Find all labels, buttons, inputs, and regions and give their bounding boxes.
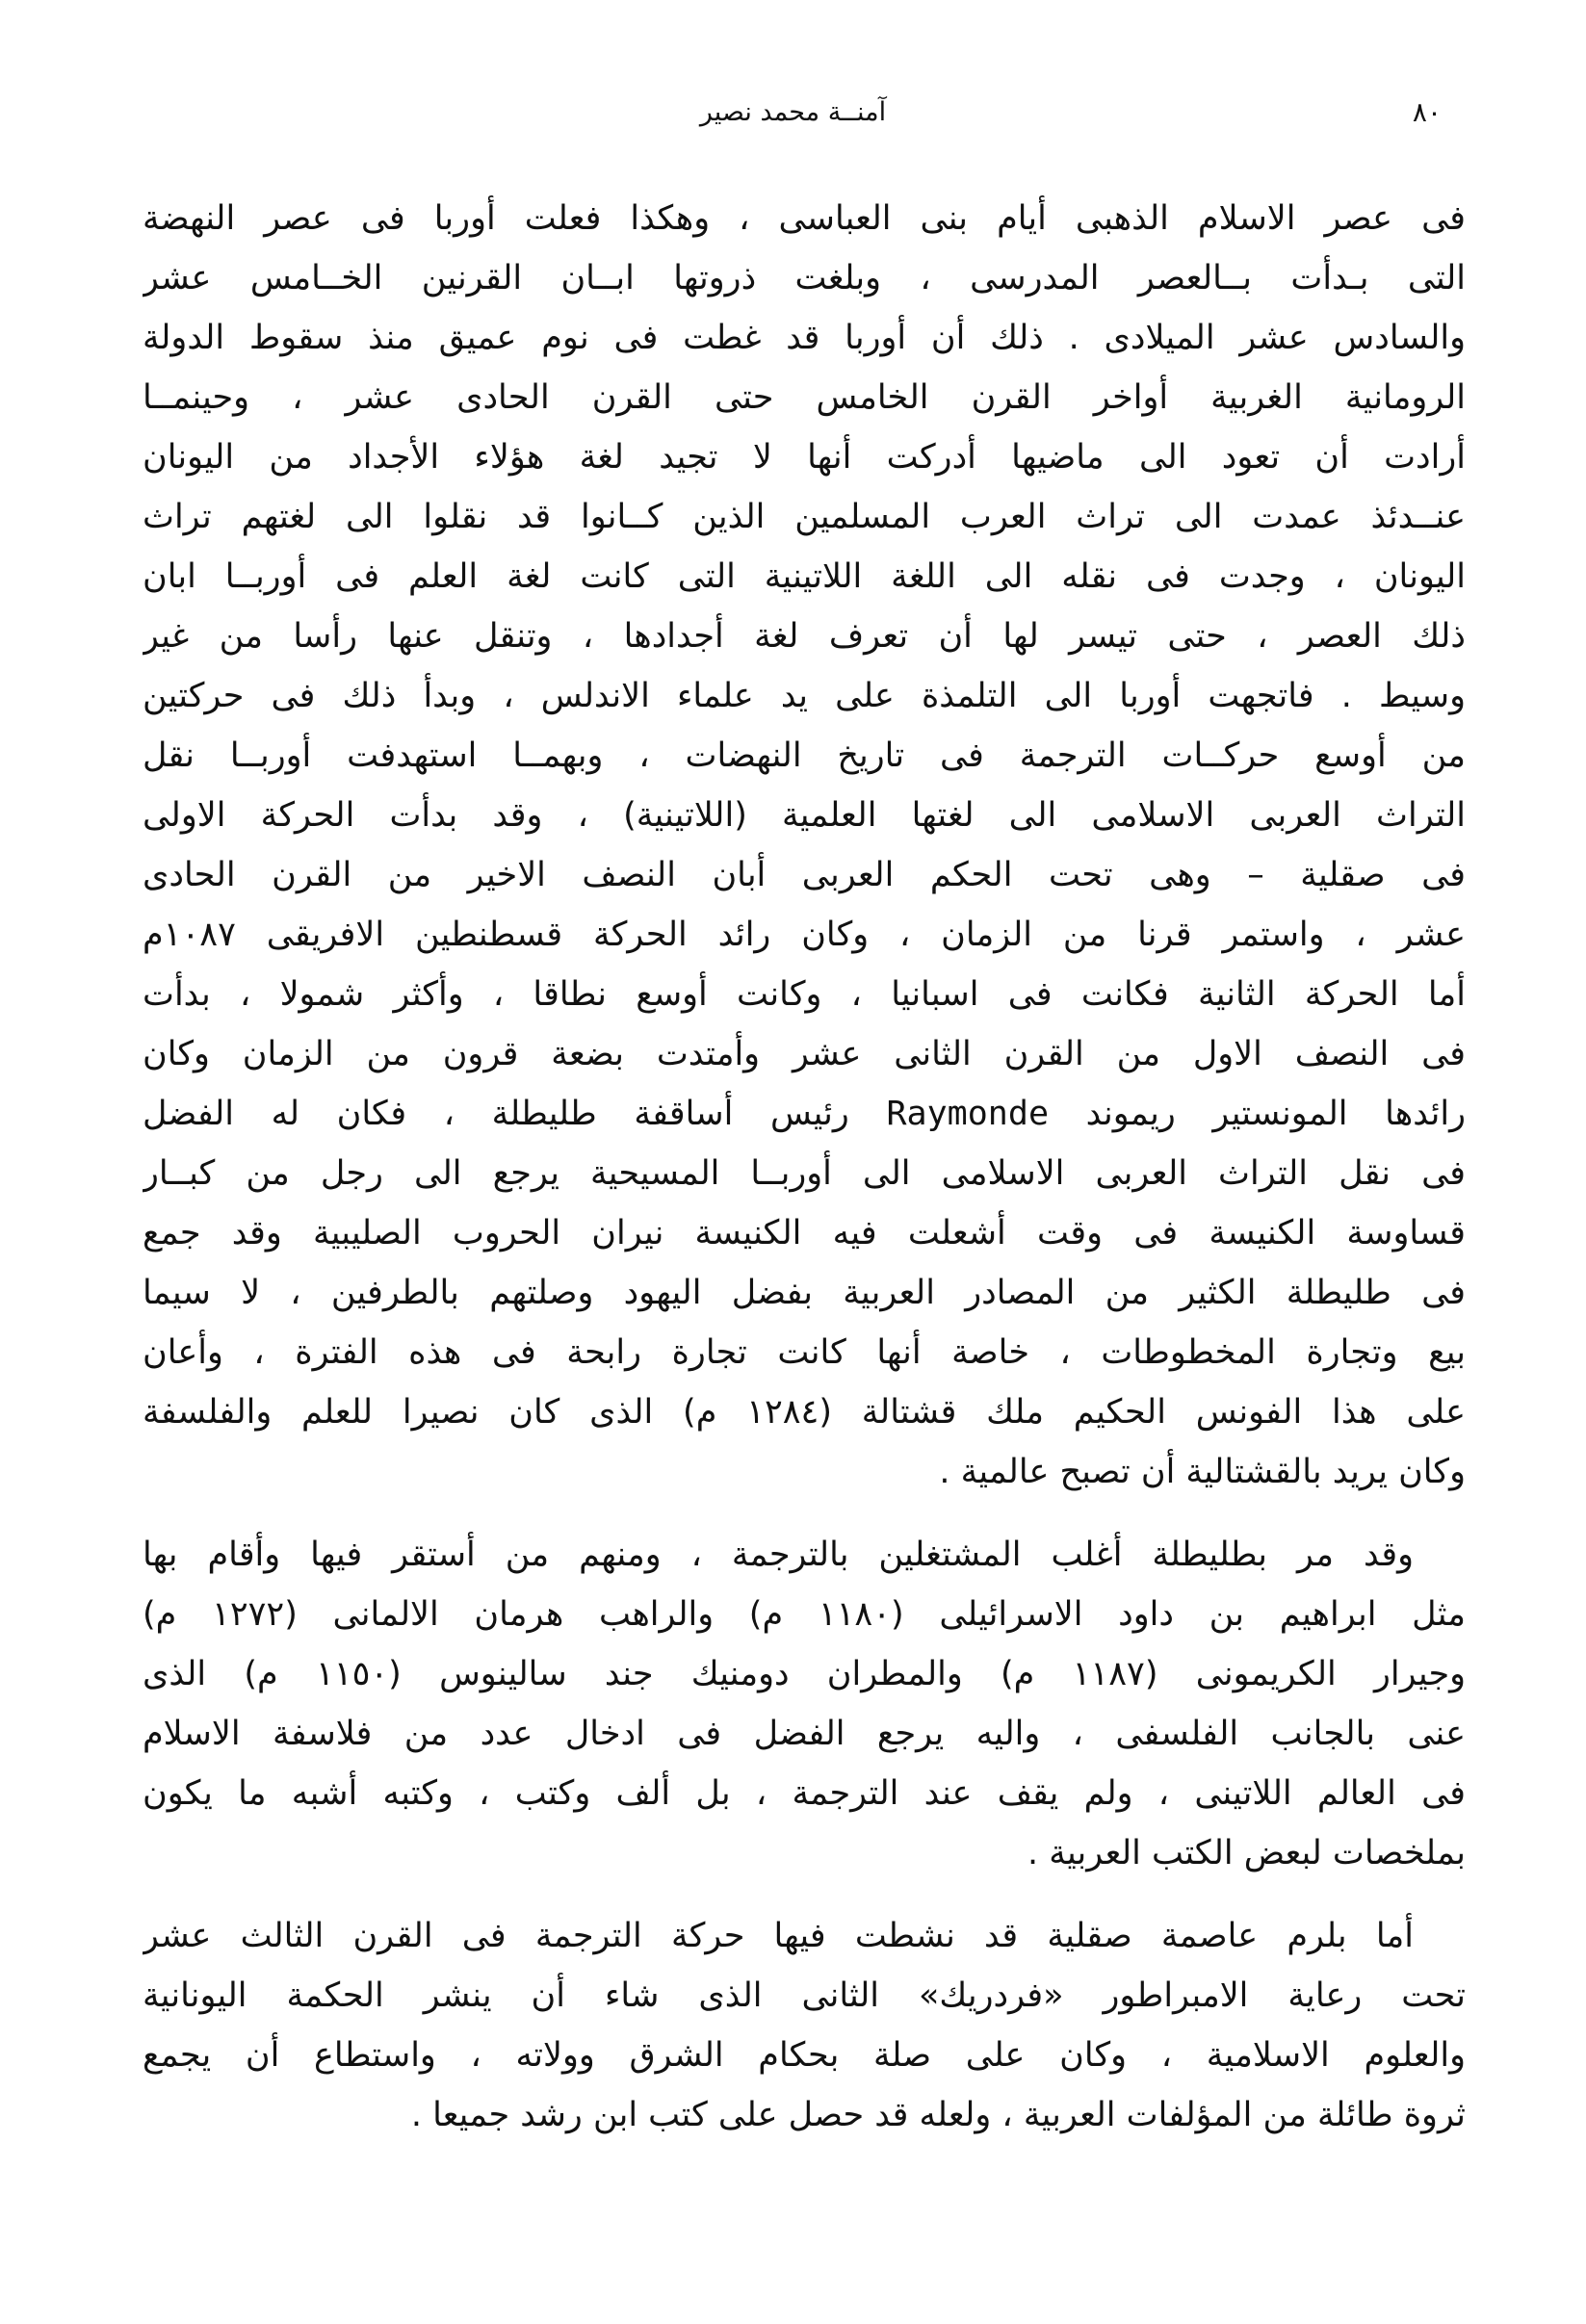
text-line: اليونان ، وجدت فى نقله الى اللغة اللاتينية التى كانت لغة العلم فى أوربــا ابان — [143, 557, 1466, 596]
text-line: التى بـدأت بــالعصر المدرسى ، وبلغت ذروتها ابــان القرنين الخــامس عشر — [143, 259, 1466, 297]
text-line: أرادت أن تعود الى ماضيها أدركت أنها لا تجيد لغة هؤلاء الأجداد من اليونان — [143, 438, 1466, 477]
text-line: وجيرار الكريمونى (١١٨٧ م) والمطران دومنيك جند سالينوس (١١٥٠ م) الذى — [143, 1655, 1466, 1693]
text-line: عشر ، واستمر قرنا من الزمان ، وكان رائد الحركة قسطنطين الافريقى ١٠٨٧م — [143, 916, 1466, 954]
text-line: فى النصف الاول من القرن الثانى عشر وأمتدت بضعة قرون من الزمان وكان — [143, 1035, 1466, 1073]
text-line: الرومانية الغربية أواخر القرن الخامس حتى القرن الحادى عشر ، وحينمــا — [143, 378, 1466, 417]
text-line: من أوسع حركــات الترجمة فى تاريخ النهضات ، وبهمــا استهدفت أوربــا نقل — [143, 736, 1466, 775]
text-line: فى صقلية – وهى تحت الحكم العربى أبان النصف الاخير من القرن الحادى — [143, 856, 1466, 894]
paragraph-2 — [143, 1525, 1466, 1883]
text-line: وسيط . فاتجهت أوربا الى التلمذة على يد علماء الاندلس ، وبدأ ذلك فى حركتين — [143, 677, 1466, 715]
paragraph-3 — [143, 1906, 1466, 2145]
text-line: بيع وتجارة المخطوطات ، خاصة أنها كانت تجارة رابحة فى هذه الفترة ، وأعان — [143, 1333, 1466, 1372]
text-line: ذلك العصر ، حتى تيسر لها أن تعرف لغة أجدادها ، وتنقل عنها رأسا من غير — [143, 617, 1466, 656]
text-line: والعلوم الاسلامية ، وكان على صلة بحكام الشرق وولاته ، واستطاع أن يجمع — [143, 2036, 1466, 2075]
text-line: مثل ابراهيم بن داود الاسرائيلى (١١٨٠ م) والراهب هرمان الالمانى (١٢٧٢ م) — [143, 1595, 1466, 1634]
running-head-author: آمنــة محمد نصير — [699, 97, 887, 127]
paragraph-gap — [143, 1883, 1466, 1906]
page-number: ٨٠ — [1412, 96, 1442, 128]
line-segment: رئيس أساقفة طليطلة ، فكان له الفضل — [143, 1095, 849, 1133]
text-line: والسادس عشر الميلادى . ذلك أن أوربا قد غطت فى نوم عميق منذ سقوط الدولة — [143, 319, 1466, 357]
text-line: ثروة طائلة من المؤلفات العربية ، ولعله قد حصل على كتب ابن رشد جميعا . — [410, 2096, 1466, 2134]
text-line: التراث العربى الاسلامى الى لغتها العلمية (اللاتينية) ، وقد بدأت الحركة الاولى — [143, 796, 1466, 835]
text-line: أما بلرم عاصمة صقلية قد نشطت فيها حركة الترجمة فى القرن الثالث عشر — [143, 1917, 1414, 1955]
text-line: فى عصر الاسلام الذهبى أيام بنى العباسى ، وهكذا فعلت أوربا فى عصر النهضة — [143, 199, 1466, 238]
body-text — [143, 189, 1466, 2145]
text-line: على هذا الفونس الحكيم ملك قشتالة (١٢٨٤ م) الذى كان نصيرا للعلم والفلسفة — [143, 1393, 1466, 1432]
text-line: فى العالم اللاتينى ، ولم يقف عند الترجمة ، بل ألف وكتب ، وكتبه أشبه ما يكون — [143, 1774, 1466, 1813]
running-head — [144, 89, 1442, 137]
text-line: أما الحركة الثانية فكانت فى اسبانيا ، وكانت أوسع نطاقا ، وأكثر شمولا ، بدأت — [143, 975, 1466, 1014]
line-segment: رائدها المونستير ريموند — [1085, 1095, 1466, 1133]
paragraph-gap — [143, 1502, 1466, 1525]
text-line-mixed — [143, 1084, 1466, 1144]
latin-name: Raymonde — [886, 1095, 1050, 1133]
text-line: بملخصات لبعض الكتب العربية . — [1027, 1834, 1466, 1872]
text-line: وكان يريد بالقشتالية أن تصبح عالمية . — [939, 1453, 1466, 1491]
text-line: فى طليطلة الكثير من المصادر العربية بفضل اليهود وصلتهم بالطرفين ، لا سيما — [143, 1274, 1466, 1312]
text-line: عنى بالجانب الفلسفى ، واليه يرجع الفضل فى ادخال عدد من فلاسفة الاسلام — [143, 1715, 1466, 1753]
text-line: تحت رعاية الامبراطور «فردريك» الثانى الذى شاء أن ينشر الحكمة اليونانية — [143, 1976, 1466, 2015]
text-line: قساوسة الكنيسة فى وقت أشعلت فيه الكنيسة نيران الحروب الصليبية وقد جمع — [143, 1214, 1466, 1252]
text-line: وقد مر بطليطلة أغلب المشتغلين بالترجمة ، ومنهم من أستقر فيها وأقام بها — [143, 1536, 1414, 1574]
text-line: فى نقل التراث العربى الاسلامى الى أوربــا المسيحية يرجع الى رجل من كبــار — [143, 1154, 1466, 1193]
paragraph-1 — [143, 189, 1466, 1502]
text-line: عنــدئذ عمدت الى تراث العرب المسلمين الذين كــانوا قد نقلوا الى لغتهم تراث — [143, 498, 1466, 536]
